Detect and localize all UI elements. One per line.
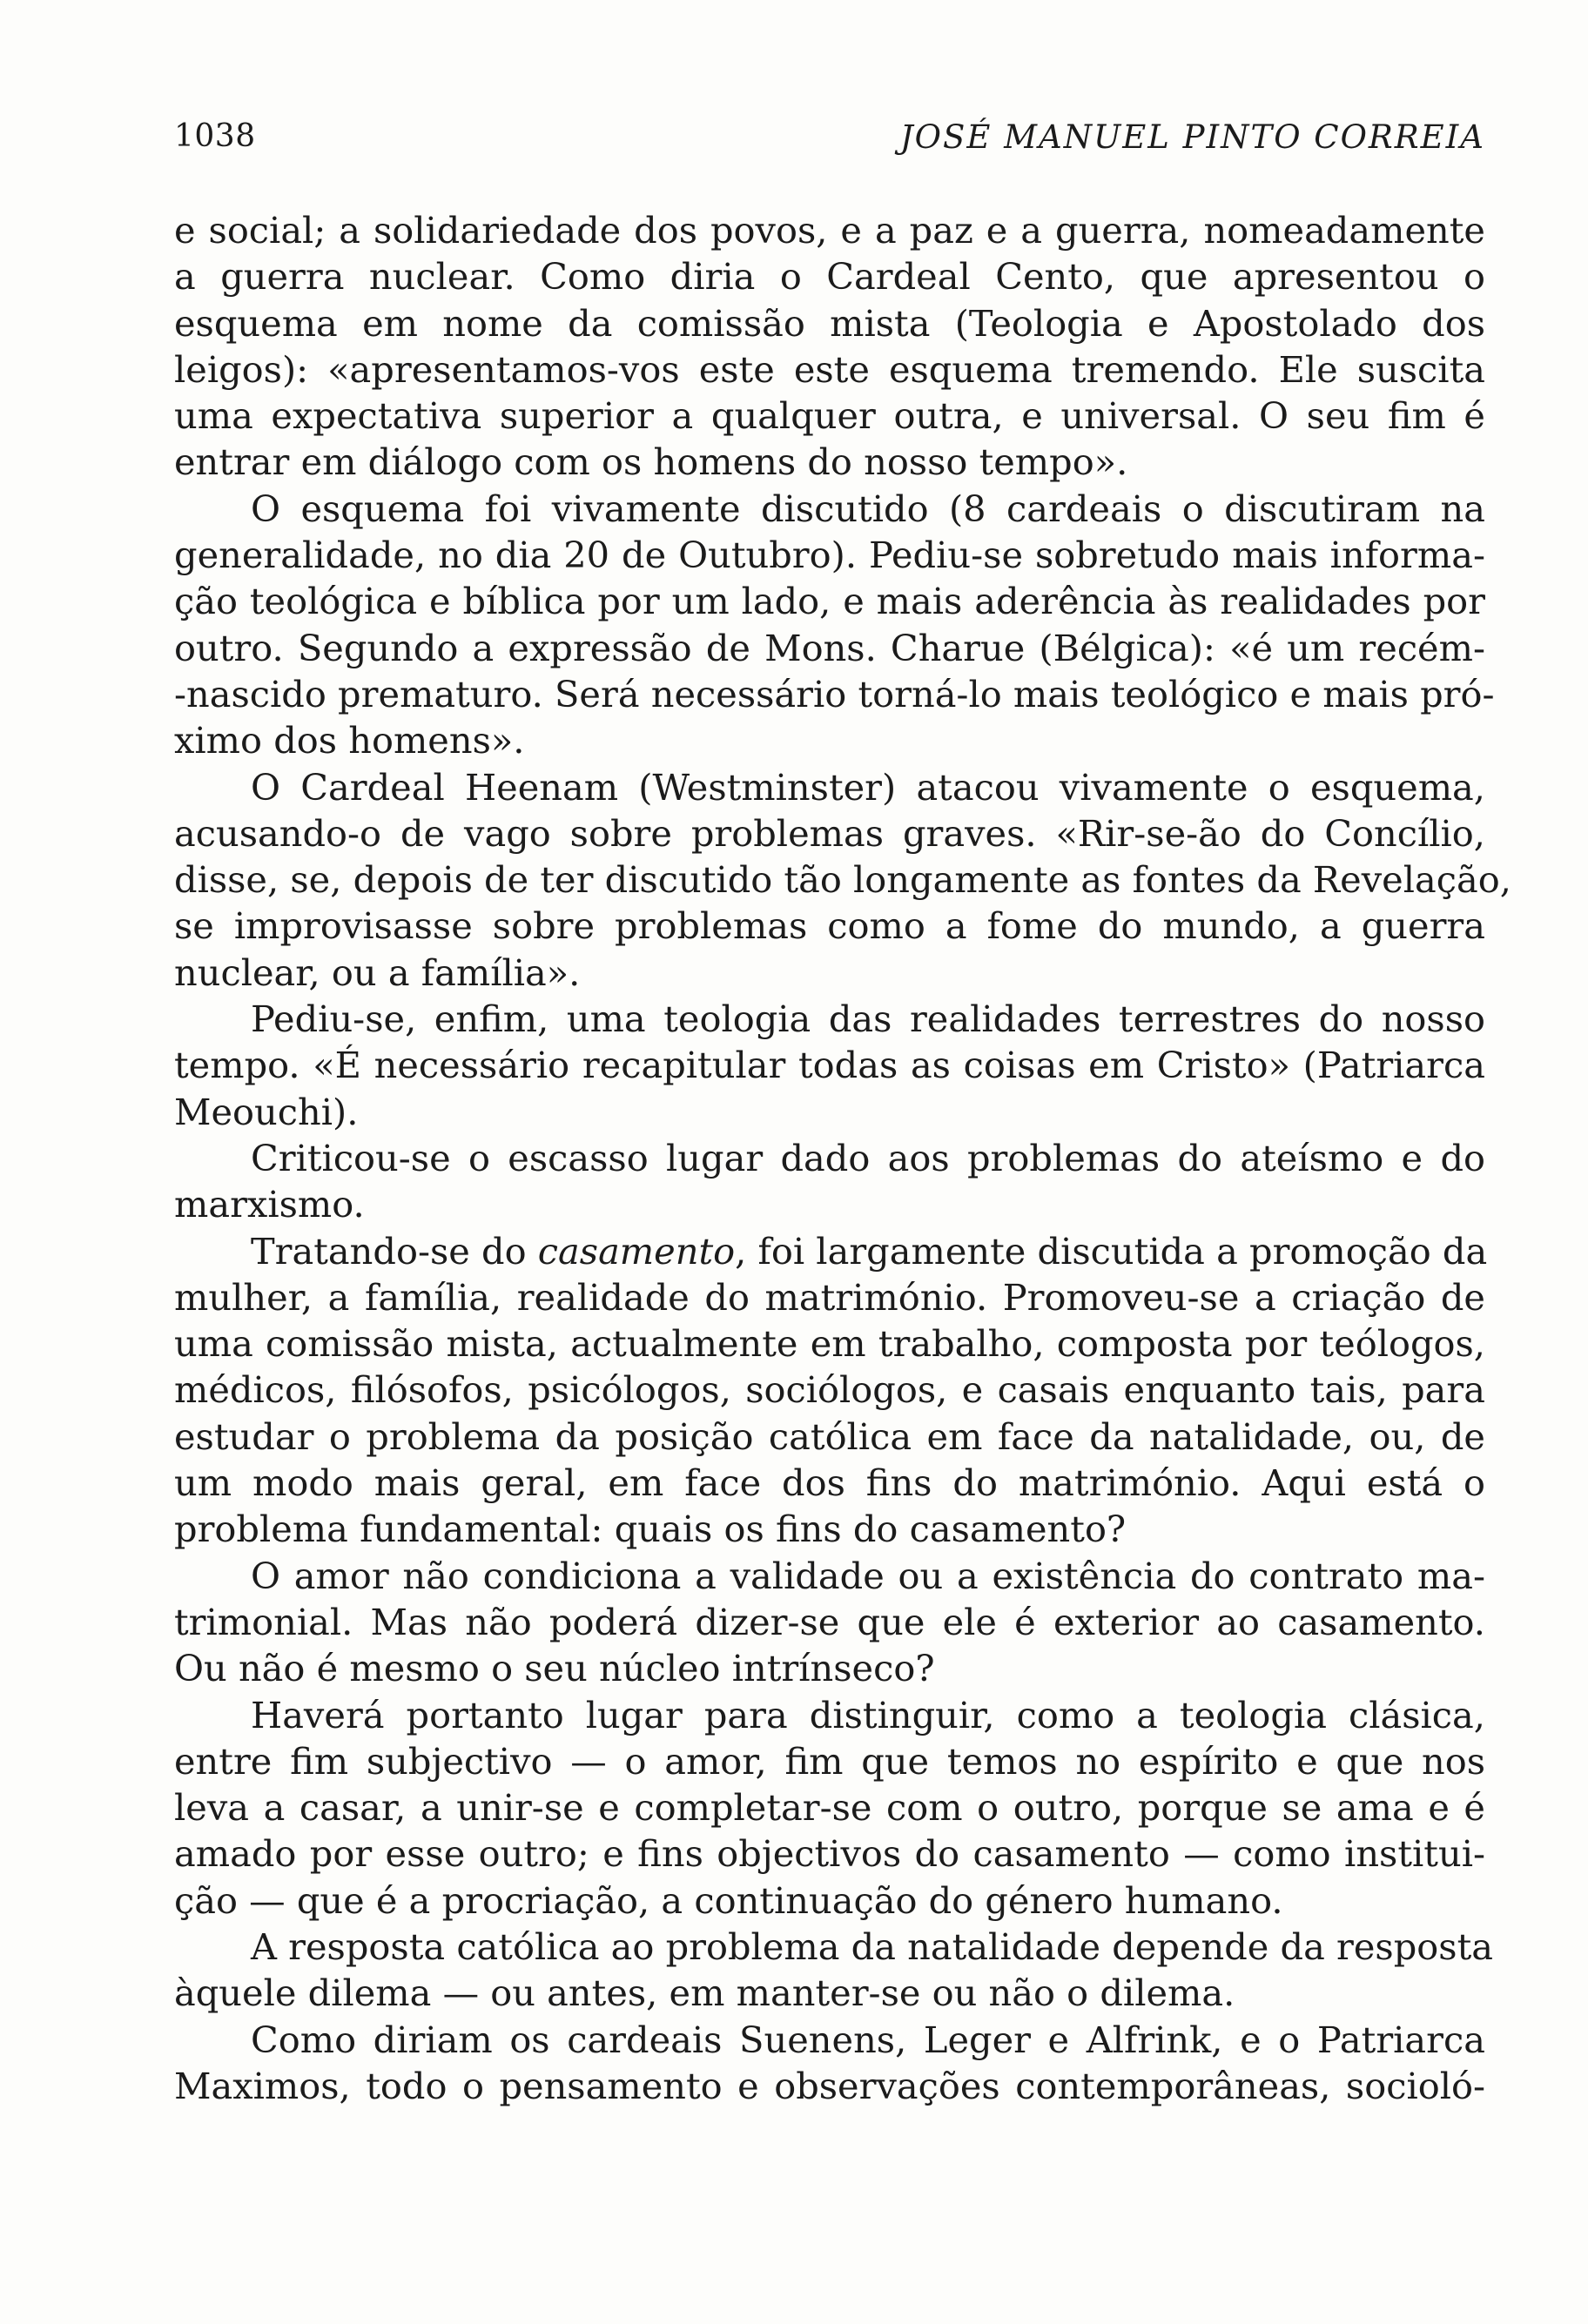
- text-line: ção teológica e bíblica por um lado, e mais aderência às realidades por: [174, 580, 1485, 623]
- paragraph: [174, 1692, 1485, 1924]
- text-line: nuclear, ou a família».: [174, 950, 581, 994]
- paragraph: [174, 1553, 1485, 1692]
- emphasis-text: casamento: [537, 1229, 736, 1273]
- text-run: Tratando-se do: [251, 1229, 538, 1273]
- text-line: O amor não condiciona a validade ou a existência do contrato ma-: [251, 1554, 1485, 1597]
- text-line: outro. Segundo a expressão de Mons. Charue (Bélgica): «é um recém-: [174, 626, 1485, 669]
- text-line: se improvisasse sobre problemas como a fome do mundo, a guerra: [174, 904, 1485, 948]
- text-line: àquele dilema — ou antes, em manter-se ou não o dilema.: [174, 1971, 1235, 2015]
- body-text: [174, 207, 1511, 2109]
- paragraph: [174, 1135, 1485, 1228]
- text-line: leva a casar, a unir-se e completar-se com o outro, porque se ama e é: [174, 1786, 1485, 1830]
- paragraph: [174, 207, 1485, 486]
- paragraph: [174, 1228, 1488, 1553]
- text-line: generalidade, no dia 20 de Outubro). Pediu-se sobretudo mais informa-: [174, 534, 1485, 577]
- text-line: [174, 1228, 1488, 1274]
- page-number: 1038: [174, 118, 256, 154]
- text-line: Ou não é mesmo o seu núcleo intrínseco?: [174, 1647, 935, 1690]
- text-line: tempo. «É necessário recapitular todas as coisas em Cristo» (Patriarca: [174, 1044, 1485, 1087]
- text-run: , foi largamente discutida a promoção da: [735, 1229, 1488, 1273]
- text-line: Maximos, todo o pensamento e observações contemporâneas, socioló-: [174, 2064, 1485, 2107]
- text-line: acusando-o de vago sobre problemas graves. «Rir-se-ão do Concílio,: [174, 811, 1485, 855]
- text-line: Pediu-se, enfim, uma teologia das realidades terrestres do nosso: [251, 997, 1485, 1041]
- text-line: Meouchi).: [174, 1090, 359, 1133]
- text-line: amado por esse outro; e fins objectivos do casamento — como institui-: [174, 1832, 1485, 1876]
- text-line: trimonial. Mas não poderá dizer-se que ele é exterior ao casamento.: [174, 1600, 1485, 1643]
- text-line: Criticou-se o escasso lugar dado aos problemas do ateísmo e do: [251, 1136, 1485, 1179]
- paragraph: [174, 486, 1495, 764]
- paragraph: [174, 1924, 1493, 2017]
- text-line: mulher, a família, realidade do matrimónio. Promoveu-se a criação de: [174, 1275, 1485, 1319]
- text-line: O Cardeal Heenam (Westminster) atacou vivamente o esquema,: [251, 765, 1485, 809]
- text-line: a guerra nuclear. Como diria o Cardeal Cento, que apresentou o: [174, 255, 1485, 299]
- paragraph: [174, 996, 1485, 1135]
- text-line: O esquema foi vivamente discutido (8 cardeais o discutiram na: [251, 487, 1485, 530]
- text-line: marxismo.: [174, 1183, 365, 1226]
- text-line: ximo dos homens».: [174, 719, 525, 762]
- text-line: entre fim subjectivo — o amor, fim que temos no espírito e que nos: [174, 1739, 1485, 1783]
- running-header: [174, 118, 1485, 171]
- running-title: JOSÉ MANUEL PINTO CORREIA: [899, 118, 1485, 156]
- text-line: estudar o problema da posição católica em face da natalidade, ou, de: [174, 1414, 1485, 1458]
- text-line: médicos, filósofos, psicólogos, sociólogos, e casais enquanto tais, para: [174, 1368, 1485, 1412]
- text-line: problema fundamental: quais os fins do casamento?: [174, 1508, 1127, 1551]
- text-line: entrar em diálogo com os homens do nosso tempo».: [174, 440, 1128, 484]
- text-line: ção — que é a procriação, a continuação do género humano.: [174, 1878, 1283, 1922]
- text-line: e social; a solidariedade dos povos, e a paz e a guerra, nomeadamente: [174, 209, 1485, 252]
- text-line: -nascido prematuro. Será necessário torná-lo mais teológico e mais pró-: [174, 672, 1495, 715]
- text-line: Como diriam os cardeais Suenens, Leger e Alfrink, e o Patriarca: [251, 2018, 1485, 2061]
- text-line: uma comissão mista, actualmente em trabalho, composta por teólogos,: [174, 1322, 1485, 1366]
- text-line: esquema em nome da comissão mista (Teologia e Apostolado dos: [174, 301, 1485, 345]
- text-line: disse, se, depois de ter discutido tão longamente as fontes da Revelação,: [174, 858, 1511, 902]
- text-line: leigos): «apresentamos-vos este este esquema tremendo. Ele suscita: [174, 347, 1485, 391]
- text-line: um modo mais geral, em face dos fins do matrimónio. Aqui está o: [174, 1461, 1485, 1505]
- text-line: Haverá portanto lugar para distinguir, como a teologia clásica,: [251, 1693, 1485, 1736]
- paragraph: [174, 764, 1511, 996]
- paragraph: [174, 2017, 1485, 2110]
- text-line: uma expectativa superior a qualquer outra, e universal. O seu fim é: [174, 394, 1485, 438]
- text-line: A resposta católica ao problema da natalidade depende da resposta: [251, 1924, 1493, 1968]
